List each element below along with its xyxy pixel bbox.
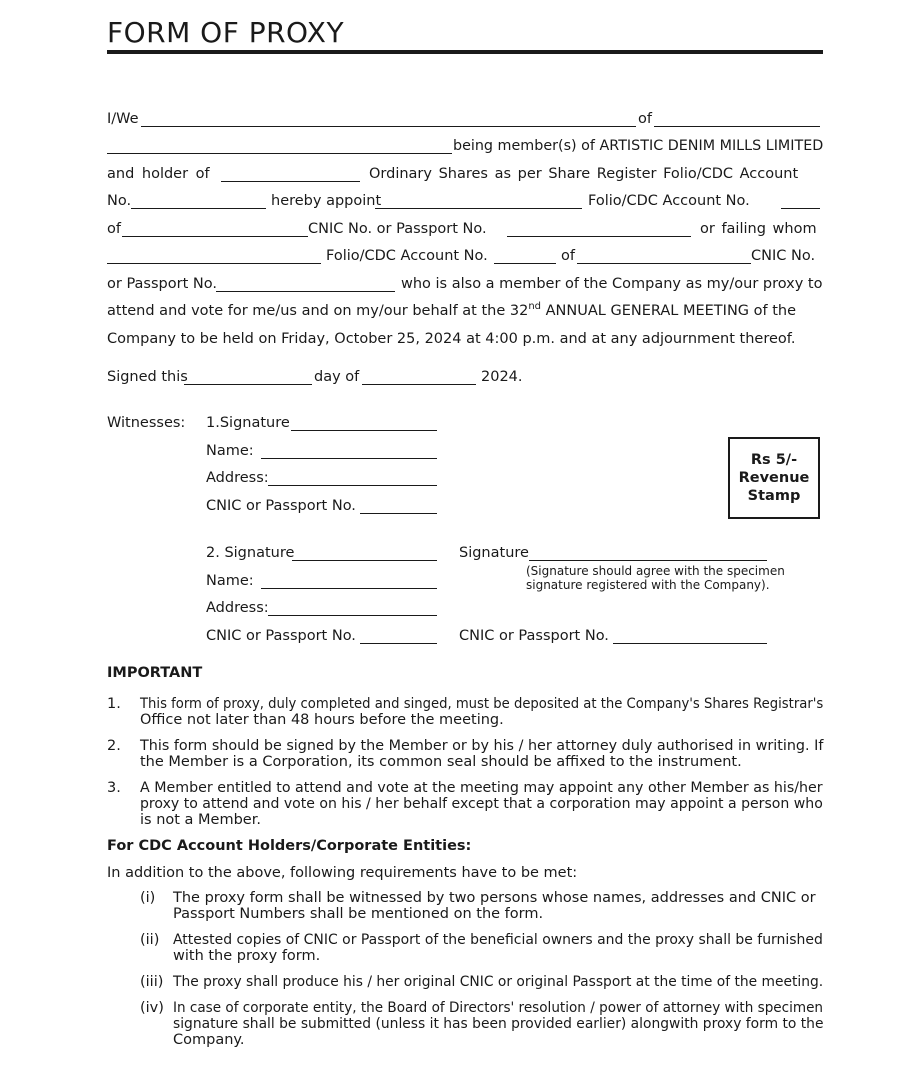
folio-account-label-2: Folio/CDC Account No. [326,248,488,264]
cdc-item-1-line1: The proxy form shall be witnessed by two persons whose names, addresses and CNIC or [173,890,816,906]
cdc-item-4-line3: Company. [173,1032,245,1048]
year-label: 2024. [481,369,523,385]
important-item-3-line1: A Member entitled to attend and vote at the meeting may appoint any other Member as his/her [140,780,823,796]
member-cnic-blank[interactable] [613,643,767,644]
important-item-2-line1: This form should be signed by the Member or by his / her attorney duly authorised in writing. If [140,738,824,754]
witness1-signature-label: 1.Signature [206,415,290,431]
or-passport-label: or Passport No. [107,276,217,292]
signed-this-label: Signed this [107,369,188,385]
witness1-name-blank[interactable] [261,458,437,459]
stamp-revenue: Revenue [738,470,810,486]
important-item-3-line3: is not a Member. [140,812,261,828]
important-item-1-line2: Office not later than 48 hours before the meeting. [140,712,504,728]
witness1-address-blank[interactable] [268,485,437,486]
cnic-no-label: CNIC No. [751,248,816,264]
page-title: FORM OF PROXY [107,16,345,49]
member-signature-blank[interactable] [529,560,767,561]
witnesses-label: Witnesses: [107,415,186,431]
signed-day-blank[interactable] [184,384,312,385]
of-label-3: of [561,248,575,264]
witness1-signature-blank[interactable] [291,430,437,431]
revenue-stamp-box [728,437,820,519]
name-blank[interactable] [141,126,636,127]
witness2-cnic-blank[interactable] [360,643,437,644]
member-cnic-label: CNIC or Passport No. [459,628,609,644]
member-signature-label: Signature [459,545,529,561]
cdc-intro: In addition to the above, following requirements have to be met: [107,865,578,881]
important-item-number: 1. [107,696,121,712]
proxy-name-blank[interactable] [375,208,582,209]
iwe-label: I/We [107,111,139,127]
witness1-cnic-label: CNIC or Passport No. [206,498,356,514]
no-label: No. [107,193,132,209]
hereby-appoint-text: hereby appoint [271,193,382,209]
signature-note-line1: (Signature should agree with the specimen [526,564,785,578]
witness2-name-label: Name: [206,573,254,589]
alt-passport-blank[interactable] [216,291,395,292]
alt-folio-blank[interactable] [494,263,556,264]
folio-blank[interactable] [131,208,266,209]
cdc-heading: For CDC Account Holders/Corporate Entities: [107,838,472,854]
cdc-item-3-line1: The proxy shall produce his / her original CNIC or original Passport at the time of the meeting. [173,974,824,990]
important-heading: IMPORTANT [107,665,203,681]
signed-month-blank[interactable] [362,384,476,385]
witness2-address-blank[interactable] [268,615,437,616]
signature-note-line2: signature registered with the Company). [526,578,770,592]
important-item-number: 3. [107,780,121,796]
cnic-passport-label: CNIC No. or Passport No. [308,221,487,237]
address-blank[interactable] [654,126,820,127]
ordinary-shares-text: Ordinary Shares as per Share Register Folio/CDC Account [369,166,799,182]
important-item-1-line1: This form of proxy, duly completed and singed, must be deposited at the Company's Shares Registrar's [140,696,824,712]
cdc-item-number: (iii) [140,974,164,990]
shares-blank[interactable] [221,181,360,182]
proxy-cnic-blank[interactable] [507,236,691,237]
witness1-cnic-blank[interactable] [360,513,437,514]
witness1-name-label: Name: [206,443,254,459]
cdc-item-number: (i) [140,890,156,906]
alt-proxy-name-blank[interactable] [107,263,321,264]
cdc-item-4-line1: In case of corporate entity, the Board of Directors' resolution / power of attorney with specimen [173,1000,824,1016]
important-item-2-line2: the Member is a Corporation, its common seal should be affixed to the instrument. [140,754,742,770]
witness2-signature-label: 2. Signature [206,545,295,561]
who-is-member-text: who is also a member of the Company as my/our proxy to [401,276,823,292]
witness1-address-label: Address: [206,470,269,486]
holder-of-text: and holder of [107,166,210,182]
alt-address-blank[interactable] [577,263,751,264]
day-of-label: day of [314,369,360,385]
stamp-label: Stamp [747,488,801,504]
title-rule [107,50,823,54]
meeting-details-text: Company to be held on Friday, October 25, 2024 at 4:00 p.m. and at any adjournment thereof. [107,331,796,347]
witness2-address-label: Address: [206,600,269,616]
stamp-amount: Rs 5/- [750,452,798,468]
important-item-number: 2. [107,738,121,754]
of-label-2: of [107,221,121,237]
cdc-item-2-line1: Attested copies of CNIC or Passport of the beneficial owners and the proxy shall be furnished [173,932,823,948]
cdc-item-1-line2: Passport Numbers shall be mentioned on the form. [173,906,544,922]
proxy-folio-blank[interactable] [781,208,820,209]
failing-whom-text: or failing whom [700,221,817,237]
witness2-name-blank[interactable] [261,588,437,589]
cdc-item-2-line2: with the proxy form. [173,948,321,964]
witness2-signature-blank[interactable] [292,560,437,561]
cdc-item-number: (iv) [140,1000,164,1016]
important-item-3-line2: proxy to attend and vote on his / her behalf except that a corporation may appoint a person who [140,796,823,812]
cdc-item-number: (ii) [140,932,160,948]
proxy-address-blank[interactable] [122,236,308,237]
address-blank-2[interactable] [107,153,452,154]
being-member-text: being member(s) of ARTISTIC DENIM MILLS LIMITED [453,138,824,154]
of-label: of [638,111,652,127]
cdc-item-4-line2: signature shall be submitted (unless it has been provided earlier) alongwith proxy form to the [173,1016,824,1032]
witness2-cnic-label: CNIC or Passport No. [206,628,356,644]
attend-vote-text: attend and vote for me/us and on my/our behalf at the 32nd ANNUAL GENERAL MEETING of the [107,301,797,319]
folio-account-label: Folio/CDC Account No. [588,193,750,209]
